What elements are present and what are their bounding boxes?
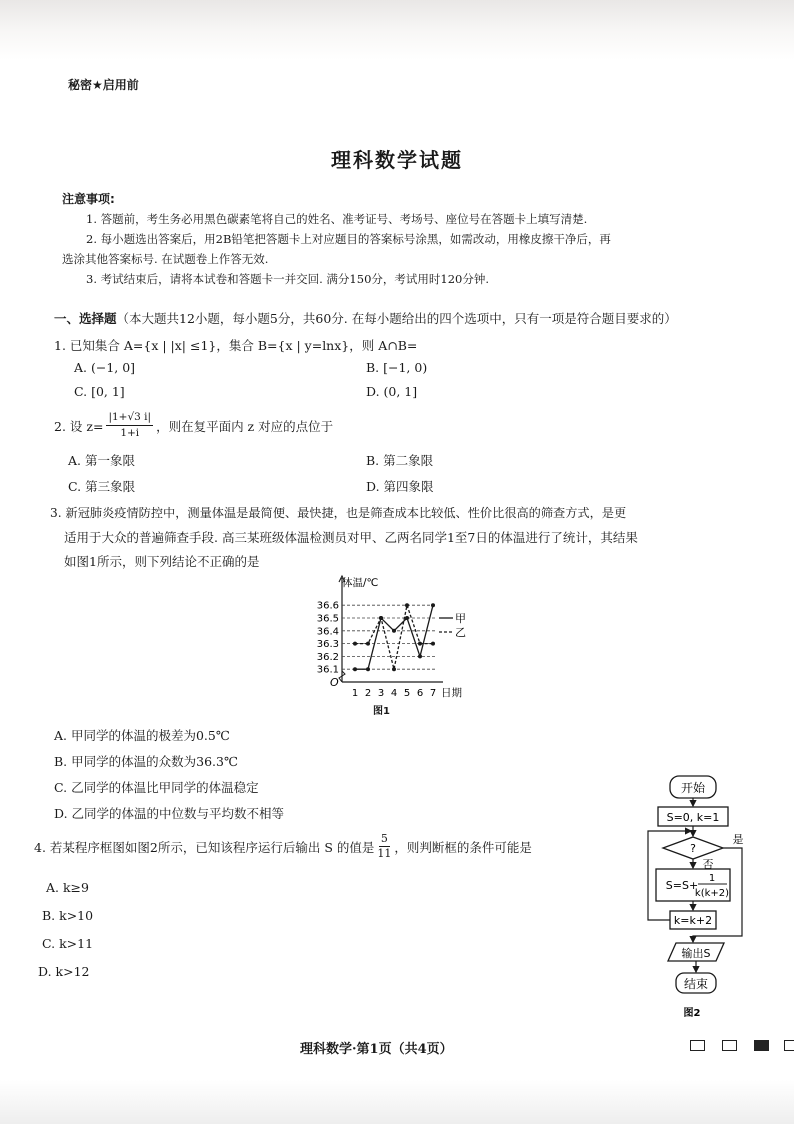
chart-x-tick-label: 7 bbox=[429, 688, 437, 699]
chart-x-tick-label: 6 bbox=[416, 688, 424, 699]
q3-option-d: D. 乙同学的体温的中位数与平均数不相等 bbox=[54, 806, 285, 821]
q4-option-c: C. k>11 bbox=[42, 936, 94, 951]
q2-option-d: D. 第四象限 bbox=[366, 479, 434, 494]
chart-point-series-1 bbox=[431, 603, 435, 607]
chart-y-tick-label: 36.2 bbox=[316, 651, 339, 663]
chart-point-series-1 bbox=[353, 667, 357, 671]
q1-option-d: D. (0, 1] bbox=[366, 384, 418, 399]
flow-loop-back bbox=[648, 831, 691, 920]
chart-origin-label: O bbox=[330, 676, 339, 689]
chart-x-label: 日期 bbox=[441, 687, 462, 699]
section-heading bbox=[54, 309, 677, 327]
chart-series-line-2 bbox=[355, 605, 433, 669]
q3-option-c: C. 乙同学的体温比甲同学的体温稳定 bbox=[54, 780, 259, 795]
chart-x-tick-label: 1 bbox=[351, 688, 359, 699]
chart-x-tick-label: 2 bbox=[364, 688, 372, 699]
notice-item-2-line-2: 选涂其他答案标号. 在试题卷上作答无效. bbox=[62, 252, 269, 266]
section-desc: （本大题共12小题，每小题5分，共60分. 在每小题给出的四个选项中，只有一项是符合题目要求的） bbox=[116, 311, 677, 326]
notice-heading: 注意事项: bbox=[62, 192, 115, 206]
chart-point-series-2 bbox=[431, 642, 435, 646]
q2-option-c: C. 第三象限 bbox=[68, 479, 136, 494]
marker-square-2 bbox=[722, 1040, 737, 1051]
chart-point-series-2 bbox=[366, 642, 370, 646]
section-name: 一、选择题 bbox=[54, 311, 117, 326]
q4-fraction-den: 11 bbox=[377, 847, 392, 860]
q2-option-a: A. 第一象限 bbox=[68, 453, 135, 468]
chart-point-series-2 bbox=[418, 642, 422, 646]
chart-y-tick-label: 36.6 bbox=[316, 600, 339, 612]
figure-1-caption: 图1 bbox=[373, 706, 390, 717]
marker-square-1 bbox=[690, 1040, 705, 1051]
chart-point-series-2 bbox=[405, 603, 409, 607]
flow-end-text: 结束 bbox=[683, 977, 709, 991]
chart-point-series-1 bbox=[418, 654, 422, 658]
page-footer: 理科数学·第1页（共4页） bbox=[300, 1042, 453, 1057]
q1-option-a: A. (−1, 0] bbox=[74, 360, 136, 375]
notice-item-1: 1. 答题前，考生务必用黑色碳素笔将自己的姓名、准考证号、考场号、座位号在答题卡上填写清楚. bbox=[86, 212, 588, 226]
chart-y-tick-label: 36.4 bbox=[316, 626, 339, 638]
marker-square-4 bbox=[784, 1040, 794, 1051]
q4-option-a: A. k≥9 bbox=[46, 880, 89, 895]
q3-line-3: 如图1所示，则下列结论不正确的是 bbox=[64, 554, 260, 569]
flow-increment-text: k=k+2 bbox=[673, 914, 713, 927]
chart-y-label: 体温/℃ bbox=[342, 577, 379, 589]
chart-y-tick-label: 36.3 bbox=[316, 639, 339, 651]
q4-stem-after: ，则判断框的条件可能是 bbox=[394, 839, 532, 855]
chart-point-series-1 bbox=[405, 616, 409, 620]
chart-point-series-2 bbox=[379, 616, 383, 620]
chart-x-tick-label: 5 bbox=[403, 688, 411, 699]
q4-option-b: B. k>10 bbox=[42, 908, 94, 923]
chart-series-line-1 bbox=[355, 605, 433, 669]
chart-y-tick-label: 36.5 bbox=[316, 613, 339, 625]
chart-legend-label-1: 甲 bbox=[455, 612, 466, 625]
chart-y-tick-label: 36.1 bbox=[316, 664, 339, 676]
q2-numerator: |1+√3 i| bbox=[106, 410, 153, 426]
flow-process-prefix: S=S+ bbox=[665, 879, 699, 892]
q1-stem: 1. 已知集合 A={x | |x| ≤1}，集合 B={x | y=lnx}，则 A∩B= bbox=[54, 338, 418, 353]
temperature-chart bbox=[300, 570, 490, 700]
flow-start-text: 开始 bbox=[680, 781, 706, 795]
page-title: 理科数学试题 bbox=[331, 148, 463, 172]
q4-option-d: D. k>12 bbox=[38, 964, 90, 979]
q2-fraction bbox=[106, 410, 153, 441]
q4-fraction-num: 5 bbox=[380, 832, 388, 845]
chart-point-series-1 bbox=[392, 629, 396, 633]
q3-option-a: A. 甲同学的体温的极差为0.5℃ bbox=[54, 728, 230, 743]
notice-item-2-line-1: 2. 每小题选出答案后，用2B铅笔把答题卡上对应题目的答案标号涂黑，如需改动，用橡皮擦干净后，再 bbox=[86, 232, 611, 246]
chart-x-tick-label: 4 bbox=[390, 688, 398, 699]
flow-process-den: k(k+2) bbox=[694, 888, 730, 899]
figure-2-caption: 图2 bbox=[683, 1008, 701, 1019]
q1-option-b: B. [−1, 0) bbox=[366, 360, 428, 375]
flow-init-text: S=0, k=1 bbox=[666, 811, 720, 824]
q3-line-2: 适用于大众的普遍筛查手段. 高三某班级体温检测员对甲、乙两名同学1至7日的体温进行了统计，其结果 bbox=[64, 530, 638, 545]
q2-prefix: 2. 设 z= bbox=[54, 418, 104, 434]
q2-option-b: B. 第二象限 bbox=[366, 453, 434, 468]
q3-option-b: B. 甲同学的体温的众数为36.3℃ bbox=[54, 754, 238, 769]
q4-stem bbox=[34, 832, 532, 861]
q2-denominator: 1+i bbox=[120, 427, 140, 439]
flowchart bbox=[630, 770, 780, 1030]
q2-stem bbox=[54, 410, 333, 441]
chart-point-series-1 bbox=[366, 667, 370, 671]
q2-suffix: ，则在复平面内 z 对应的点位于 bbox=[156, 418, 334, 434]
flow-output-text: 输出S bbox=[681, 947, 711, 960]
marker-square-3 bbox=[754, 1040, 769, 1051]
flow-yes-label: 是 bbox=[732, 833, 744, 846]
flow-process-num: 1 bbox=[708, 873, 716, 884]
chart-point-series-2 bbox=[353, 642, 357, 646]
chart-legend-label-2: 乙 bbox=[455, 626, 466, 639]
q3-line-1: 3. 新冠肺炎疫情防控中，测量体温是最简便、最快捷，也是筛查成本比较低、性价比很高的筛查方式，是更 bbox=[50, 506, 627, 520]
q4-stem-before: 4. 若某程序框图如图2所示，已知该程序运行后输出 S 的值是 bbox=[34, 839, 375, 855]
secret-label: 秘密★启用前 bbox=[68, 78, 139, 92]
q4-fraction bbox=[377, 832, 391, 861]
chart-point-series-2 bbox=[392, 667, 396, 671]
flow-no-label: 否 bbox=[702, 858, 714, 871]
chart-x-tick-label: 3 bbox=[377, 688, 385, 699]
notice-item-3: 3. 考试结束后，请将本试卷和答题卡一并交回. 满分150分，考试用时120分钟. bbox=[86, 272, 489, 286]
flow-decision-text: ? bbox=[690, 842, 696, 855]
q1-option-c: C. [0, 1] bbox=[74, 384, 125, 399]
